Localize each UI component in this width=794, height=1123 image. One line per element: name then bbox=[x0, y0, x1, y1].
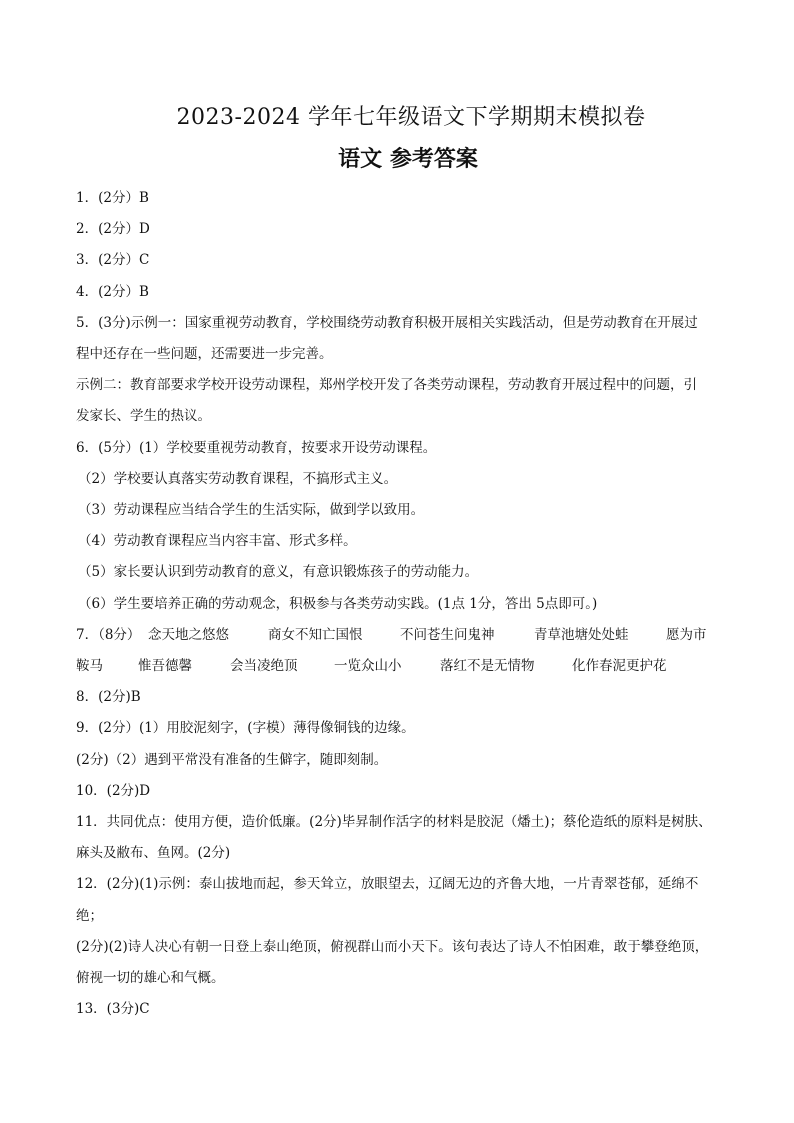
answer-7-item: 化作春泥更护花 bbox=[572, 658, 667, 675]
answer-7-item: 惟吾德馨 bbox=[138, 658, 192, 675]
answer-5-line-3: 示例二：教育部要求学校开设劳动课程，郑州学校开发了各类劳动课程，劳动教育开展过程中的问题，引 bbox=[76, 377, 697, 394]
answer-9-line-1: 9．(2分）(1）用胶泥刻字，(字模）薄得像铜钱的边缘。 bbox=[76, 720, 415, 737]
answer-12-line-3: (2分)(2)诗人决心有朝一日登上泰山绝顶，俯视群山而小天下。该句表达了诗人不怕困难，敢于攀登绝顶， bbox=[76, 938, 709, 955]
answer-11-line-2: 麻头及敝布、鱼网。(2分) bbox=[76, 845, 231, 862]
answer-7-item: 一览众山小 bbox=[334, 658, 402, 675]
answer-7-item: 鞍马 bbox=[76, 658, 103, 675]
answer-12-line-4: 俯视一切的雄心和气概。 bbox=[76, 970, 225, 987]
answer-6-line-6: （6）学生要培养正确的劳动观念，积极参与各类劳动实践。(1点 1分，答出 5点即可。) bbox=[78, 595, 598, 612]
answer-8: 8．(2分)B bbox=[76, 689, 141, 706]
answer-5-line-4: 发家长、学生的热议。 bbox=[76, 408, 211, 425]
answer-6-line-4: （4）劳动教育课程应当内容丰富、形式多样。 bbox=[78, 533, 357, 550]
answer-7-row-1 bbox=[76, 620, 726, 651]
answer-7-item: 落红不是无情物 bbox=[440, 658, 535, 675]
page-subtitle: 语文 参考答案 bbox=[338, 146, 478, 172]
answer-7-item: 念天地之悠悠 bbox=[148, 626, 229, 643]
answer-5-line-1: 5．(3分)示例一：国家重视劳动教育，学校围绕劳动教育积极开展相关实践活动，但是劳动教育在开展过 bbox=[76, 314, 698, 331]
answer-12-line-2: 绝； bbox=[76, 907, 103, 924]
answer-2: 2．(2分）D bbox=[76, 221, 150, 238]
page-title: 2023-2024 学年七年级语文下学期期末模拟卷 bbox=[176, 105, 646, 130]
answer-4: 4．(2分）B bbox=[76, 283, 149, 300]
answer-6-line-3: （3）劳动课程应当结合学生的生活实际，做到学以致用。 bbox=[78, 502, 425, 519]
answer-7-item: 青草池塘处处蛙 bbox=[534, 626, 629, 643]
answer-5-line-2: 程中还存在一些问题，还需要进一步完善。 bbox=[76, 346, 333, 363]
answer-7-item: 愿为市 bbox=[666, 626, 707, 643]
answer-7-label: 7．（8分） bbox=[76, 626, 141, 643]
answer-12-line-1: 12．(2分)(1)示例：泰山拔地而起，参天耸立，放眼望去，辽阔无边的齐鲁大地，一片青翠苍郁，延绵不 bbox=[76, 876, 699, 893]
answer-11-line-1: 11．共同优点：使用方便，造价低廉。(2分)毕昇制作活字的材料是胶泥（燔土)；蔡伦造纸的原料是树肤、 bbox=[76, 814, 712, 831]
answer-6-line-2: （2）学校要认真落实劳动教育课程，不搞形式主义。 bbox=[78, 470, 398, 487]
answer-list bbox=[76, 183, 726, 1025]
answer-3: 3．(2分）C bbox=[76, 252, 150, 269]
answer-6-line-5: （5）家长要认识到劳动教育的意义，有意识锻炼孩子的劳动能力。 bbox=[78, 564, 479, 581]
answer-7-item: 不问苍生问鬼神 bbox=[400, 626, 495, 643]
answer-7-item: 商女不知亡国恨 bbox=[268, 626, 363, 643]
answer-9-line-2: (2分)（2）遇到平常没有准备的生僻字，随即刻制。 bbox=[76, 751, 388, 768]
answer-7-item: 会当凌绝顶 bbox=[230, 658, 298, 675]
answer-1: 1．(2分）B bbox=[76, 190, 149, 206]
answer-7-row-2 bbox=[76, 651, 726, 682]
answer-10: 10．(2分)D bbox=[76, 782, 151, 799]
answer-13: 13．(3分)C bbox=[76, 1001, 150, 1018]
answer-6-line-1: 6．(5分）(1）学校要重视劳动教育，按要求开设劳动课程。 bbox=[76, 439, 437, 456]
